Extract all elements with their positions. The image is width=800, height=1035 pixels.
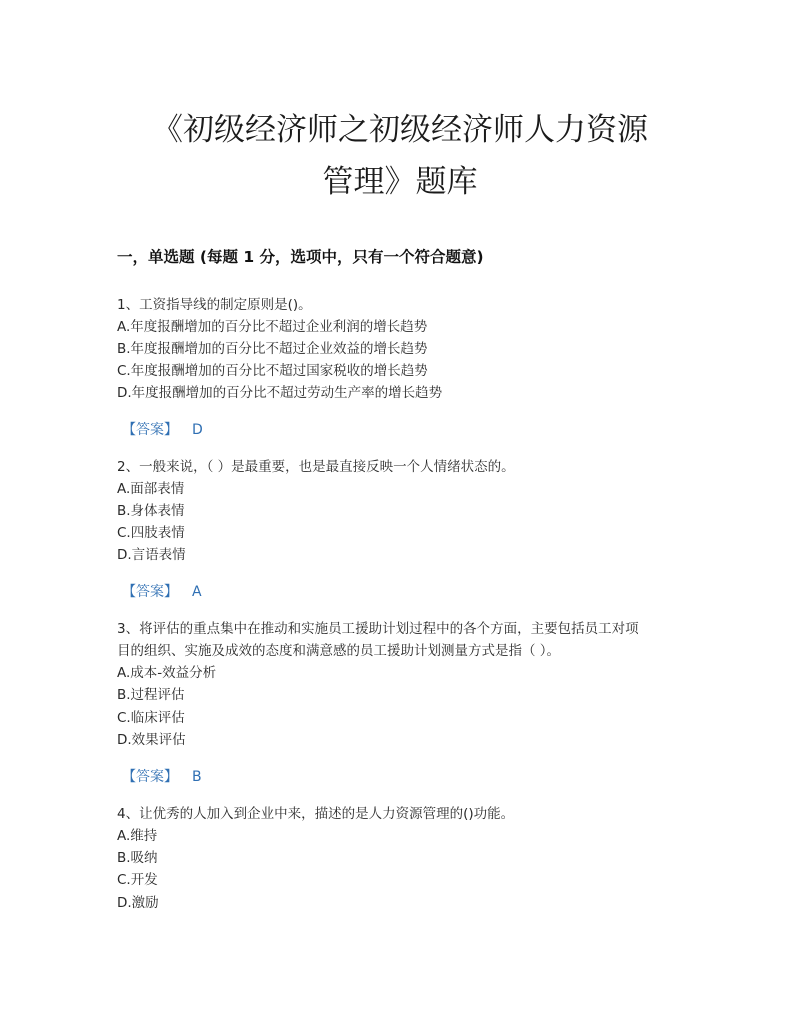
answer-value: B (192, 769, 202, 785)
question-3-option-c: C.临床评估 (117, 710, 185, 726)
question-2-stem: 2、一般来说，（ ）是最重要，也是最直接反映一个人情绪状态的。 (117, 459, 515, 475)
section-heading: 一，单选题 (每题 1 分，选项中，只有一个符合题意) (117, 248, 484, 266)
document-title-line2: 管理》题库 (322, 164, 478, 200)
answer-label: 【答案】 (122, 584, 178, 600)
question-1-option-d: D.年度报酬增加的百分比不超过劳动生产率的增长趋势 (117, 385, 443, 401)
question-2-answer (122, 581, 202, 603)
question-1-answer (122, 419, 203, 441)
answer-label: 【答案】 (122, 769, 178, 785)
question-3-stem-line1: 3、将评估的重点集中在推动和实施员工援助计划过程中的各个方面，主要包括员工对项 (117, 621, 639, 637)
question-1-stem: 1、工资指导线的制定原则是()。 (117, 297, 312, 313)
question-4-option-a: A.维持 (117, 828, 158, 844)
document-title-line1: 《初级经济师之初级经济师人力资源 (152, 112, 648, 148)
question-2-option-b: B.身体表情 (117, 503, 185, 519)
answer-label: 【答案】 (122, 422, 178, 438)
answer-value: A (192, 584, 202, 600)
question-4-option-d: D.激励 (117, 895, 159, 911)
question-1-option-b: B.年度报酬增加的百分比不超过企业效益的增长趋势 (117, 341, 428, 357)
question-3-option-b: B.过程评估 (117, 687, 185, 703)
question-4-option-c: C.开发 (117, 872, 158, 888)
question-2-option-c: C.四肢表情 (117, 525, 185, 541)
question-3-option-d: D.效果评估 (117, 732, 186, 748)
question-3-answer (122, 766, 202, 788)
question-2-option-d: D.言语表情 (117, 547, 186, 563)
answer-value: D (192, 422, 203, 438)
question-4-option-b: B.吸纳 (117, 850, 158, 866)
question-4-stem: 4、让优秀的人加入到企业中来，描述的是人力资源管理的()功能。 (117, 806, 515, 822)
question-3-option-a: A.成本-效益分析 (117, 665, 217, 681)
question-3-stem-line2: 目的组织、实施及成效的态度和满意感的员工援助计划测量方式是指（ ）。 (117, 643, 561, 659)
question-1-option-a: A.年度报酬增加的百分比不超过企业利润的增长趋势 (117, 319, 428, 335)
question-2-option-a: A.面部表情 (117, 481, 185, 497)
question-1-option-c: C.年度报酬增加的百分比不超过国家税收的增长趋势 (117, 363, 428, 379)
